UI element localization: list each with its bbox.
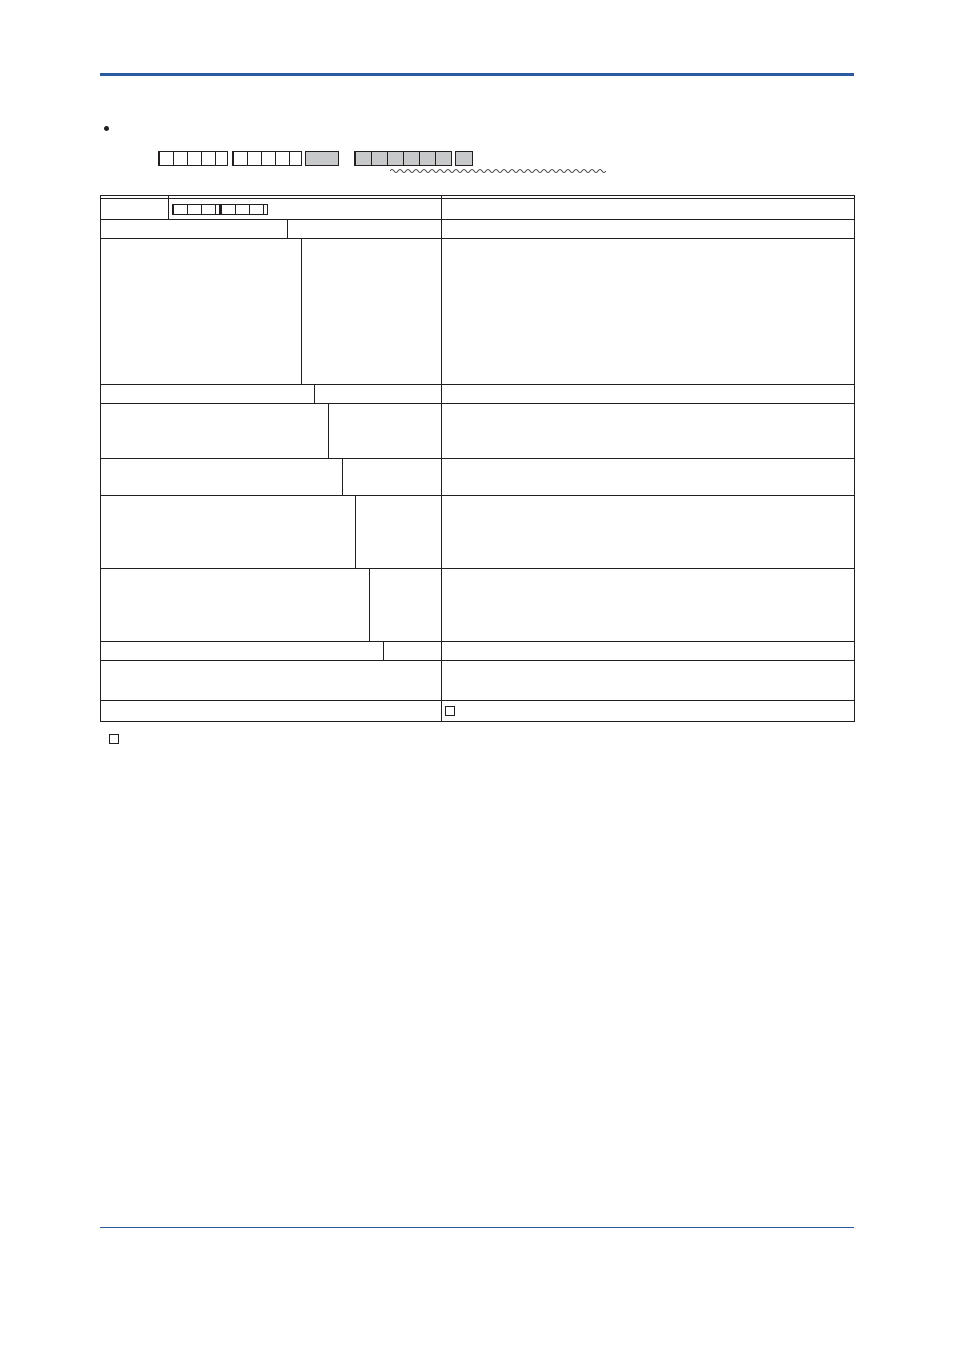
table-row-extension — [101, 642, 855, 661]
checkbox-square-icon — [445, 706, 455, 716]
suffix-boxes-2 — [220, 204, 268, 215]
footer-rule — [100, 1227, 854, 1228]
table-row-flange-rating — [101, 239, 855, 385]
fill-fluid-descs — [441, 661, 854, 700]
flushing-cell — [101, 569, 442, 642]
flange-size-cell — [101, 385, 442, 404]
table-row-option — [101, 700, 855, 721]
code-boxes-2 — [232, 151, 302, 166]
table-row-flange-material — [101, 404, 855, 459]
process-connection-cell — [101, 220, 442, 239]
table-row-model — [101, 199, 855, 220]
header-rule — [100, 73, 854, 76]
extension-cell — [101, 642, 442, 661]
table-row-fill-fluid — [101, 661, 855, 700]
wetted-cell — [101, 496, 442, 569]
table-row-flange-size — [101, 385, 855, 404]
table-row-gasket — [101, 459, 855, 496]
wavy-underline — [390, 168, 606, 174]
option-label — [101, 700, 442, 721]
flange-rating-descs — [441, 239, 854, 385]
subsection-title — [104, 121, 121, 136]
flange-material-descs — [441, 404, 854, 459]
model-suffix — [168, 199, 441, 220]
model-code-line — [158, 150, 473, 166]
code-boxes-grey-2 — [354, 151, 452, 166]
table-row-wetted — [101, 496, 855, 569]
fill-fluid-cell — [101, 661, 442, 700]
suffix-boxes-1 — [172, 204, 220, 215]
model-value — [101, 199, 169, 220]
extension-desc — [441, 642, 854, 661]
code-box-grey-1 — [305, 151, 339, 166]
option-desc — [441, 700, 854, 721]
table-row-flushing — [101, 569, 855, 642]
wetted-descs — [441, 496, 854, 569]
flushing-descs — [441, 569, 854, 642]
bullet-icon — [104, 126, 109, 131]
typical-note — [109, 732, 119, 746]
flange-material-cell — [101, 404, 442, 459]
code-boxes-1 — [158, 151, 228, 166]
gasket-descs — [441, 459, 854, 496]
model-desc — [441, 199, 854, 220]
spec-table — [100, 195, 855, 722]
gasket-cell — [101, 459, 442, 496]
flange-rating-cell — [101, 239, 442, 385]
table-row-process-connection — [101, 220, 855, 239]
checkbox-square-icon — [109, 734, 119, 744]
flange-size-desc — [441, 385, 854, 404]
code-box-grey-3 — [455, 151, 473, 166]
process-connection-desc — [441, 220, 854, 239]
